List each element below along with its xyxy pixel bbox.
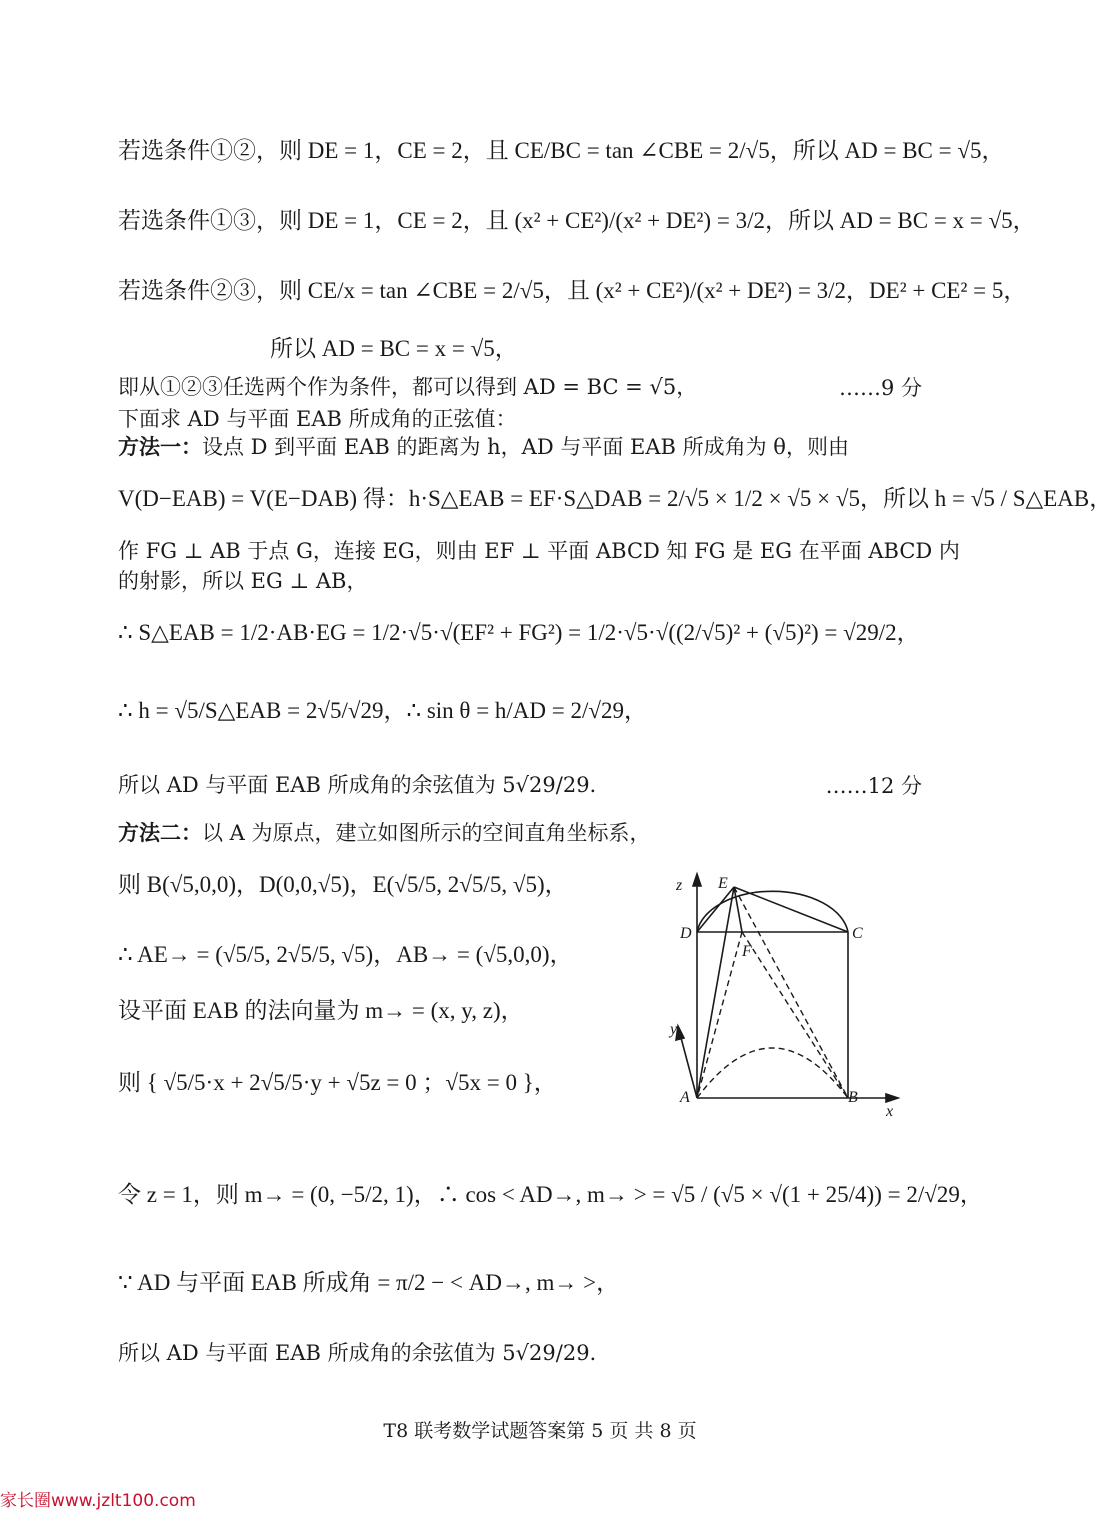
vectors-line: ∴ AE→ = (√5/5, 2√5/5, √5)，AB→ = (√5,0,0)， <box>118 942 573 967</box>
label-z: z <box>676 877 683 894</box>
method-one-title: 方法一： <box>118 434 202 459</box>
score-9: ……9 分 <box>838 376 922 400</box>
label-a: A <box>680 1089 690 1106</box>
edge-ec <box>734 887 848 932</box>
label-e: E <box>718 875 728 892</box>
cosine-equation: 令 z = 1，则 m→ = (0, −5/2, 1)，∴ cos < AD→, m→ > = √5 / (√5 × √(1 + 25/4)) = 2/√29， <box>118 1182 983 1207</box>
page-footer: T8 联考数学试题答案第 5 页 共 8 页 <box>383 1420 697 1442</box>
angle-relation: ∵ AD 与平面 EAB 所成角 = π/2 − < AD→, m→ >， <box>118 1270 620 1295</box>
sine-equation: ∴ h = √5/S△EAB = 2√5/√29，∴ sin θ = h/AD = 2/√29， <box>118 698 648 723</box>
method-two-text: 以 A 为原点，建立如图所示的空间直角坐标系， <box>202 821 651 845</box>
method-one-line <box>118 432 849 462</box>
volume-equation: V(D−EAB) = V(E−DAB) 得：h·S△EAB = EF·S△DAB = 2/√5 × 1/2 × √5 × √5，所以 h = √5 / S△EAB， <box>118 486 1112 511</box>
edge-ed <box>697 887 734 932</box>
label-d: D <box>680 925 692 942</box>
label-b: B <box>848 1089 858 1106</box>
method-one-text: 设点 D 到平面 EAB 的距离为 h，AD 与平面 EAB 所成角为 θ，则由 <box>202 435 849 459</box>
edge-fb-dashed <box>742 932 848 1098</box>
x-arrow-icon <box>886 1094 898 1102</box>
condition-12-line: 若选条件①②，则 DE = 1，CE = 2，且 CE/BC = tan ∠CBE = 2/√5，所以 AD = BC = √5， <box>118 138 1005 163</box>
geometry-figure <box>672 868 912 1123</box>
z-arrow-icon <box>693 874 701 886</box>
condition-23-line: 若选条件②③，则 CE/x = tan ∠CBE = 2/√5，且 (x² + CE²)/(x² + DE²) = 3/2，DE² + CE² = 5， <box>118 278 1027 303</box>
projection-line-2: 的射影，所以 EG ⊥ AB， <box>118 569 368 593</box>
method-one-result: 所以 AD 与平面 EAB 所成角的余弦值为 5√29/29． <box>118 773 611 797</box>
coordinates-line: 则 B(√5,0,0)，D(0,0,√5)，E(√5/5, 2√5/5, √5)， <box>118 872 568 897</box>
label-y: y <box>670 1021 678 1038</box>
edge-eb-dashed <box>734 887 848 1098</box>
label-f: F <box>742 943 752 960</box>
watermark: 家长圈www.jzlt100.com <box>0 1491 196 1511</box>
summary-line: 即从①②③任选两个作为条件，都可以得到 AD = BC = √5， <box>118 375 698 399</box>
method-two-result: 所以 AD 与平面 EAB 所成角的余弦值为 5√29/29． <box>118 1341 611 1365</box>
method-two-line <box>118 818 651 848</box>
arc-top <box>697 891 848 932</box>
score-12: ……12 分 <box>825 774 922 798</box>
segment-ef <box>734 887 742 932</box>
condition-23-conclusion: 所以 AD = BC = x = √5， <box>270 336 518 361</box>
label-c: C <box>852 925 863 942</box>
equation-system: 则 { √5/5·x + 2√5/5·y + √5z = 0 ；√5x = 0 }， <box>118 1070 557 1095</box>
sine-intro-line: 下面求 AD 与平面 EAB 所成角的正弦值： <box>118 407 517 431</box>
method-two-title: 方法二： <box>118 820 202 845</box>
y-arrow-icon <box>676 1026 684 1040</box>
projection-line-1: 作 FG ⊥ AB 于点 G，连接 EG，则由 EF ⊥ 平面 ABCD 知 FG 是 EG 在平面 ABCD 内 <box>118 539 960 563</box>
normal-vector-line: 设平面 EAB 的法向量为 m→ = (x, y, z)， <box>118 998 524 1023</box>
area-equation: ∴ S△EAB = 1/2·AB·EG = 1/2·√5·√(EF² + FG²) = 1/2·√5·√((2/√5)² + (√5)²) = √29/2， <box>118 620 920 645</box>
condition-13-line: 若选条件①③，则 DE = 1，CE = 2，且 (x² + CE²)/(x² + DE²) = 3/2，所以 AD = BC = x = √5， <box>118 208 1036 233</box>
label-x: x <box>886 1103 894 1120</box>
